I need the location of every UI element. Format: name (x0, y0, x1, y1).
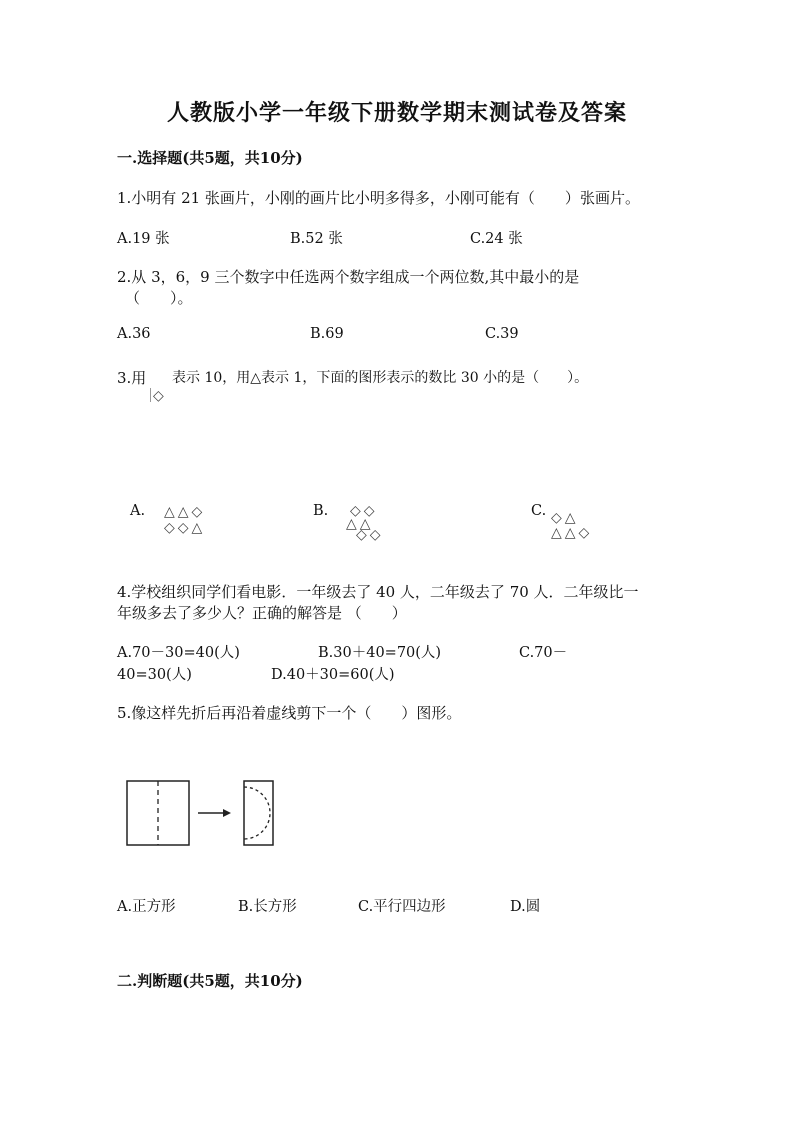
section-heading-judgment: 二.判断题(共5题，共10分) (117, 972, 303, 990)
question-3-option-a[interactable]: A. (130, 503, 146, 519)
question-2-text-line2: （ ）。 (125, 289, 193, 307)
question-3-text-start: 3.用 (117, 369, 147, 387)
option-b-symbols-row2: △△ (346, 516, 374, 532)
question-5-option-b[interactable]: B.长方形 (238, 899, 297, 915)
question-5-text: 5.像这样先折后再沿着虚线剪下一个（ ）图形。 (117, 704, 462, 722)
question-2-option-b[interactable]: B.69 (310, 326, 344, 342)
question-5-option-d[interactable]: D.圆 (510, 899, 541, 915)
fold-cut-diagram (120, 775, 285, 855)
question-5-option-a[interactable]: A.正方形 (117, 899, 176, 915)
question-4-option-b[interactable]: B.30＋40=70(人) (318, 645, 442, 661)
question-5-option-c[interactable]: C.平行四边形 (358, 899, 446, 915)
question-1-option-a[interactable]: A.19 张 (117, 231, 170, 247)
cut-arc (244, 787, 270, 839)
question-4-text-line2: 年级多去了多少人？正确的解答是 （ ） (117, 604, 407, 622)
question-3-option-c[interactable]: C. (531, 503, 547, 519)
option-c-symbols-row1: ◇△ (551, 510, 579, 526)
option-a-symbols-row2: ◇◇△ (164, 520, 206, 536)
option-a-symbols-row1: △△◇ (164, 504, 206, 520)
section-heading-choice: 一.选择题(共5题，共10分) (117, 149, 303, 167)
option-b-symbols-row1: ◇◇ (350, 503, 378, 519)
question-3-text-end: 表示 10，用△表示 1，下面的图形表示的数比 30 小的是（ ）。 (172, 370, 589, 386)
diamond-icon: ◇ (153, 388, 167, 404)
question-1-option-c[interactable]: C.24 张 (470, 231, 523, 247)
option-c-symbols-row2: △△◇ (551, 525, 593, 541)
question-1-option-b[interactable]: B.52 张 (290, 231, 343, 247)
question-2-option-a[interactable]: A.36 (117, 326, 151, 342)
question-4-option-c[interactable]: C.70－ (519, 645, 568, 661)
question-4-option-a[interactable]: A.70－30=40(人) (117, 645, 240, 661)
arrow-head (223, 809, 231, 817)
question-4-text-line1: 4.学校组织同学们看电影．一年级去了 40 人，二年级去了 70 人．二年级比一 (117, 583, 639, 601)
question-4-option-c-continued[interactable]: 40=30(人) (117, 667, 192, 683)
question-3-option-b[interactable]: B. (313, 503, 329, 519)
question-2-option-c[interactable]: C.39 (485, 326, 519, 342)
option-b-symbols-row3: ◇◇ (356, 527, 384, 543)
question-4-option-d[interactable]: D.40＋30=60(人) (271, 667, 395, 683)
question-1-text: 1.小明有 21 张画片，小刚的画片比小明多得多，小刚可能有（ ）张画片。 (117, 189, 640, 207)
page-title: 人教版小学一年级下册数学期末测试卷及答案 (166, 100, 627, 126)
question-2-text-line1: 2.从 3，6，9 三个数字中任选两个数字组成一个两位数,其中最小的是 (117, 268, 580, 286)
inline-divider (150, 388, 151, 402)
folded-paper (244, 781, 273, 845)
